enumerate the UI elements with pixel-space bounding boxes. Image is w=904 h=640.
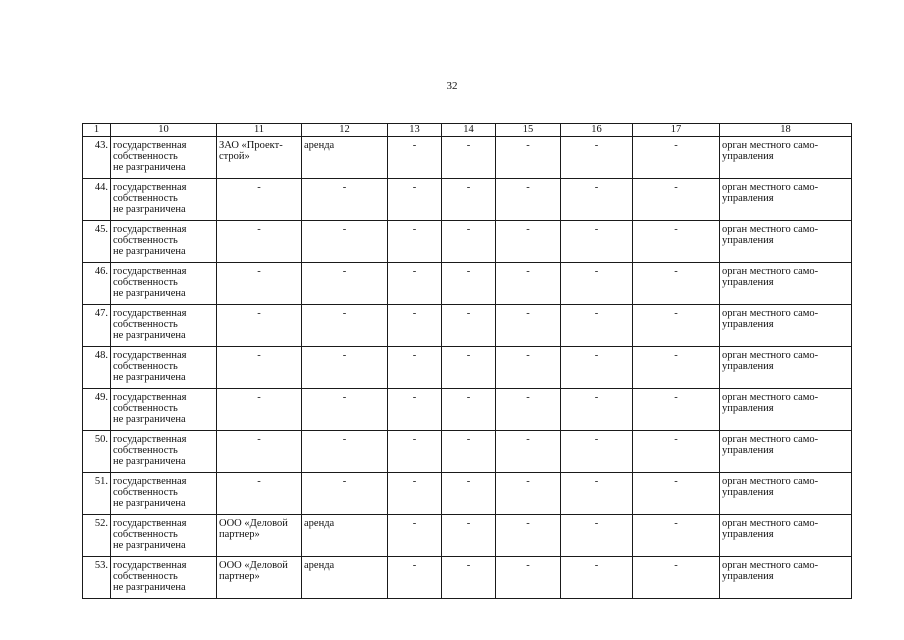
holder-cell [217,515,302,557]
table-row [83,263,852,305]
col15-cell: - [496,347,561,389]
col14-cell: - [442,515,496,557]
holder-cell-line: - [257,476,261,487]
col13-cell: - [388,515,442,557]
ownership-cell-line: собственность [113,445,178,456]
ownership-cell-line: государственная [113,560,187,571]
holder-cell-line: строй» [219,151,250,162]
row-number: 52. [83,515,111,557]
col14-cell: - [442,431,496,473]
authority-cell-line: управления [722,571,774,582]
right-type-cell: - [302,389,388,431]
col15-cell: - [496,515,561,557]
col17-cell: - [633,431,720,473]
holder-cell-line: ЗАО «Проект- [219,140,283,151]
authority-cell [720,515,852,557]
authority-cell-line: орган местного само- [722,350,819,361]
col13-cell: - [388,389,442,431]
col13-cell: - [388,263,442,305]
authority-cell-line: орган местного само- [722,140,819,151]
holder-cell-line: - [257,182,261,193]
ownership-cell-line: не разграничена [113,498,186,509]
table-body [83,137,852,599]
holder-cell [217,179,302,221]
authority-cell-line: орган местного само- [722,266,819,277]
authority-cell-line: орган местного само- [722,476,819,487]
table-row [83,137,852,179]
col14-cell: - [442,305,496,347]
table-row [83,557,852,599]
authority-cell [720,389,852,431]
holder-cell [217,137,302,179]
authority-cell [720,263,852,305]
row-number: 46. [83,263,111,305]
table-row [83,347,852,389]
col17-cell: - [633,347,720,389]
col14-cell: - [442,347,496,389]
col13-cell: - [388,137,442,179]
col16-cell: - [561,305,633,347]
header-cell: 14 [442,124,496,137]
row-number: 43. [83,137,111,179]
ownership-cell-line: государственная [113,518,187,529]
col16-cell: - [561,263,633,305]
right-type-cell: аренда [302,515,388,557]
col17-cell: - [633,473,720,515]
holder-cell-line: - [257,434,261,445]
right-type-cell: - [302,179,388,221]
authority-cell-line: управления [722,487,774,498]
col17-cell: - [633,221,720,263]
header-cell: 13 [388,124,442,137]
authority-cell-line: управления [722,445,774,456]
holder-cell-line: - [257,350,261,361]
ownership-cell-line: не разграничена [113,288,186,299]
authority-cell-line: орган местного само- [722,182,819,193]
holder-cell-line: партнер» [219,571,260,582]
ownership-cell-line: государственная [113,266,187,277]
authority-cell-line: управления [722,193,774,204]
ownership-cell-line: государственная [113,308,187,319]
col17-cell: - [633,137,720,179]
col13-cell: - [388,179,442,221]
authority-cell [720,179,852,221]
col15-cell: - [496,305,561,347]
row-number: 44. [83,179,111,221]
col13-cell: - [388,305,442,347]
col15-cell: - [496,179,561,221]
row-number: 45. [83,221,111,263]
col14-cell: - [442,473,496,515]
table-row [83,221,852,263]
ownership-cell [111,347,217,389]
col15-cell: - [496,263,561,305]
ownership-cell-line: не разграничена [113,162,186,173]
col14-cell: - [442,137,496,179]
authority-cell-line: управления [722,277,774,288]
ownership-cell-line: государственная [113,224,187,235]
authority-cell-line: управления [722,403,774,414]
col14-cell: - [442,221,496,263]
row-number: 51. [83,473,111,515]
ownership-cell-line: государственная [113,476,187,487]
header-cell: 11 [217,124,302,137]
ownership-cell-line: собственность [113,487,178,498]
ownership-cell-line: не разграничена [113,330,186,341]
authority-cell-line: орган местного само- [722,434,819,445]
holder-cell [217,431,302,473]
authority-cell [720,557,852,599]
authority-cell-line: управления [722,235,774,246]
col15-cell: - [496,431,561,473]
holder-cell-line: - [257,308,261,319]
ownership-cell-line: государственная [113,140,187,151]
row-number: 48. [83,347,111,389]
col17-cell: - [633,389,720,431]
col16-cell: - [561,179,633,221]
holder-cell-line: ООО «Деловой [219,518,288,529]
header-cell: 18 [720,124,852,137]
ownership-cell [111,431,217,473]
authority-cell [720,305,852,347]
ownership-cell-line: собственность [113,529,178,540]
col13-cell: - [388,221,442,263]
col16-cell: - [561,389,633,431]
authority-cell [720,347,852,389]
holder-cell [217,263,302,305]
right-type-cell: аренда [302,557,388,599]
ownership-cell-line: государственная [113,182,187,193]
right-type-cell: аренда [302,137,388,179]
ownership-cell-line: не разграничена [113,540,186,551]
ownership-cell-line: не разграничена [113,414,186,425]
authority-cell-line: управления [722,151,774,162]
authority-cell-line: орган местного само- [722,224,819,235]
table-row [83,431,852,473]
ownership-cell [111,473,217,515]
right-type-cell: - [302,305,388,347]
authority-cell-line: управления [722,319,774,330]
holder-cell [217,473,302,515]
ownership-cell [111,305,217,347]
col15-cell: - [496,221,561,263]
col17-cell: - [633,305,720,347]
table-row [83,515,852,557]
ownership-cell-line: государственная [113,434,187,445]
col14-cell: - [442,179,496,221]
row-number: 50. [83,431,111,473]
ownership-cell-line: государственная [113,392,187,403]
ownership-cell [111,557,217,599]
table-row [83,389,852,431]
holder-cell-line: партнер» [219,529,260,540]
col16-cell: - [561,515,633,557]
header-row [83,124,852,137]
authority-cell [720,137,852,179]
col14-cell: - [442,263,496,305]
col15-cell: - [496,137,561,179]
ownership-cell-line: не разграничена [113,582,186,593]
row-number: 47. [83,305,111,347]
ownership-cell-line: собственность [113,571,178,582]
table-row [83,179,852,221]
col17-cell: - [633,263,720,305]
ownership-cell [111,137,217,179]
holder-cell [217,557,302,599]
header-cell: 10 [111,124,217,137]
right-type-cell: - [302,431,388,473]
col17-cell: - [633,515,720,557]
authority-cell-line: управления [722,529,774,540]
ownership-cell-line: собственность [113,151,178,162]
holder-cell-line: - [257,392,261,403]
header-cell: 15 [496,124,561,137]
holder-cell [217,389,302,431]
col13-cell: - [388,431,442,473]
holder-cell [217,347,302,389]
col16-cell: - [561,431,633,473]
authority-cell-line: орган местного само- [722,392,819,403]
header-cell: 12 [302,124,388,137]
right-type-cell: - [302,221,388,263]
col16-cell: - [561,557,633,599]
holder-cell [217,305,302,347]
right-type-cell: - [302,473,388,515]
ownership-cell-line: собственность [113,319,178,330]
ownership-cell-line: собственность [113,235,178,246]
header-cell: 17 [633,124,720,137]
ownership-cell-line: не разграничена [113,204,186,215]
col13-cell: - [388,347,442,389]
right-type-cell: - [302,347,388,389]
col15-cell: - [496,473,561,515]
col13-cell: - [388,473,442,515]
ownership-cell-line: собственность [113,193,178,204]
col14-cell: - [442,389,496,431]
authority-cell [720,431,852,473]
col17-cell: - [633,179,720,221]
row-number: 53. [83,557,111,599]
col16-cell: - [561,221,633,263]
right-type-cell: - [302,263,388,305]
page-number: 32 [446,80,458,92]
col16-cell: - [561,137,633,179]
ownership-cell [111,221,217,263]
ownership-cell [111,515,217,557]
ownership-cell [111,179,217,221]
col14-cell: - [442,557,496,599]
ownership-cell [111,389,217,431]
authority-cell [720,221,852,263]
ownership-cell-line: не разграничена [113,246,186,257]
col15-cell: - [496,389,561,431]
row-number: 49. [83,389,111,431]
holder-cell-line: - [257,266,261,277]
col15-cell: - [496,557,561,599]
col17-cell: - [633,557,720,599]
registry-table [82,123,852,599]
header-cell: 1 [83,124,111,137]
ownership-cell-line: государственная [113,350,187,361]
table-row [83,305,852,347]
ownership-cell-line: не разграничена [113,456,186,467]
authority-cell-line: управления [722,361,774,372]
ownership-cell [111,263,217,305]
authority-cell [720,473,852,515]
header-cell: 16 [561,124,633,137]
col16-cell: - [561,347,633,389]
holder-cell-line: - [257,224,261,235]
ownership-cell-line: собственность [113,403,178,414]
ownership-cell-line: собственность [113,277,178,288]
ownership-cell-line: не разграничена [113,372,186,383]
holder-cell-line: ООО «Деловой [219,560,288,571]
authority-cell-line: орган местного само- [722,560,819,571]
authority-cell-line: орган местного само- [722,518,819,529]
col16-cell: - [561,473,633,515]
holder-cell [217,221,302,263]
col13-cell: - [388,557,442,599]
ownership-cell-line: собственность [113,361,178,372]
authority-cell-line: орган местного само- [722,308,819,319]
table-row [83,473,852,515]
